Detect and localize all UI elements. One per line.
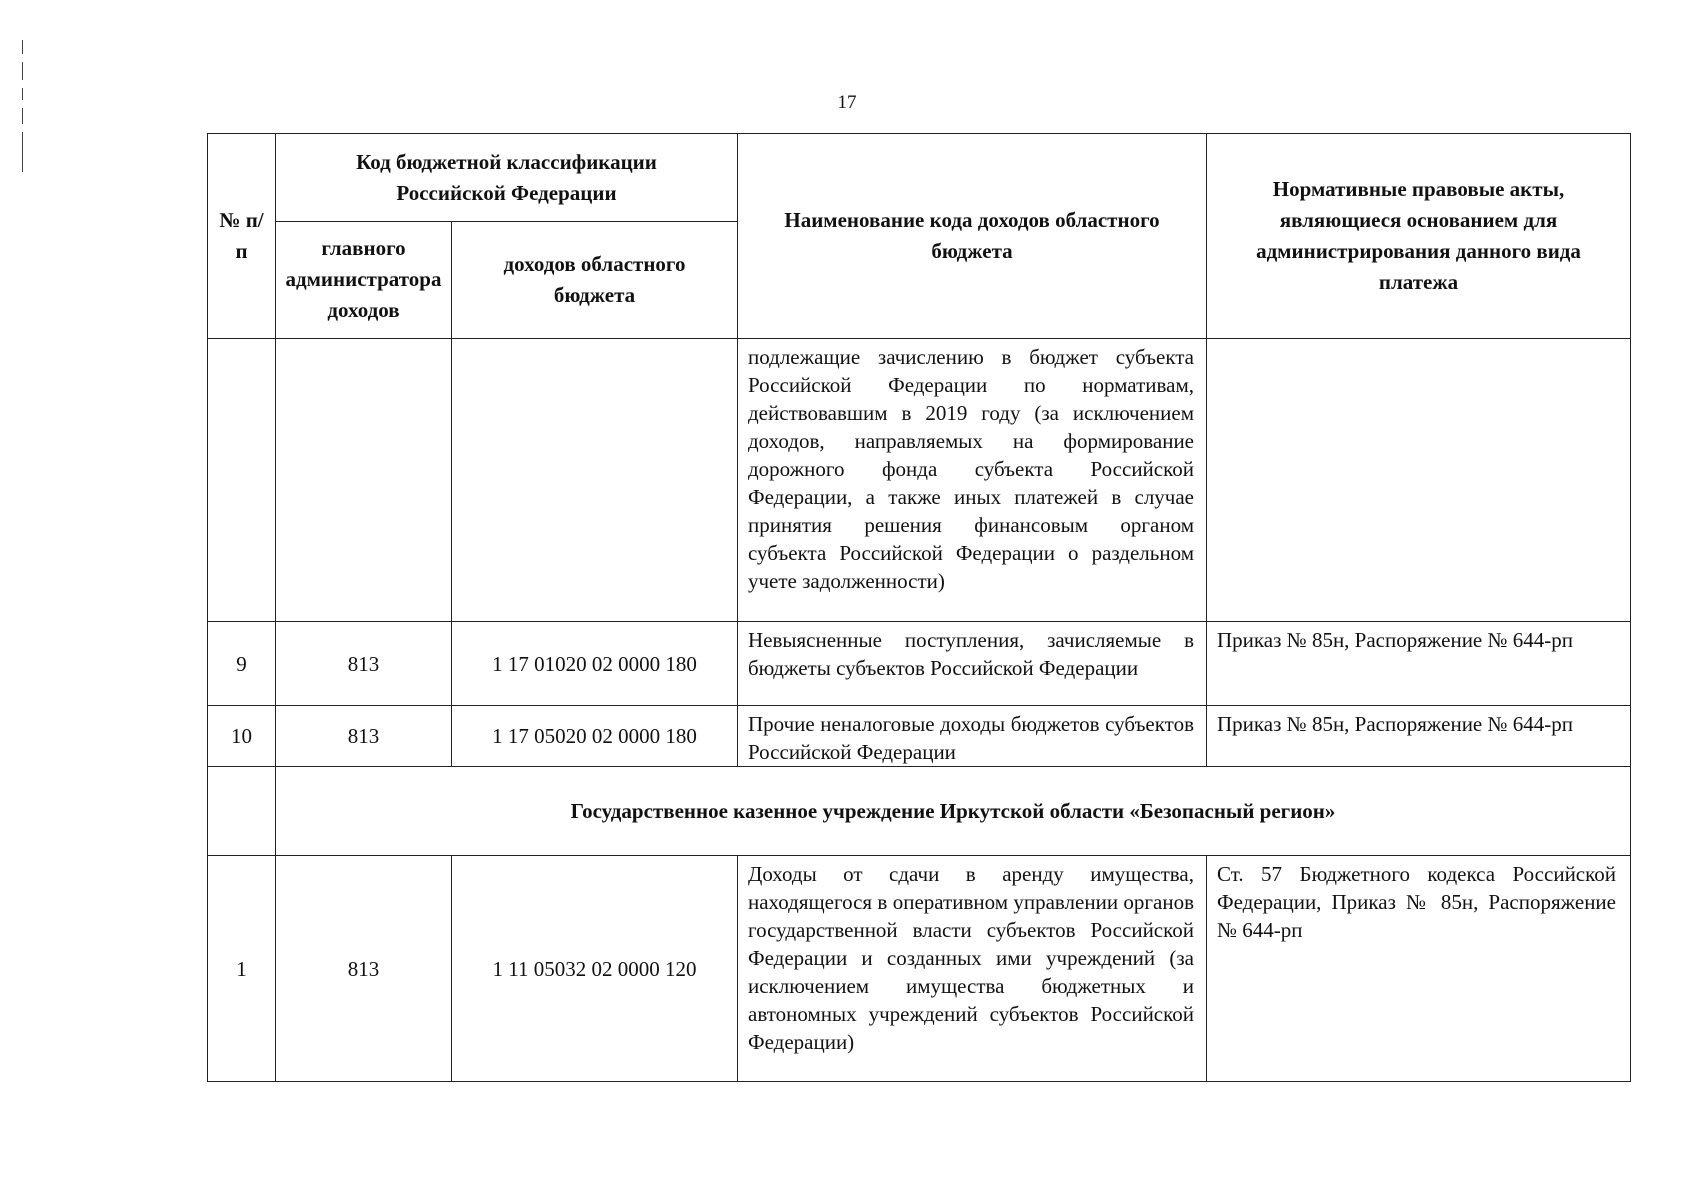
row-num — [208, 339, 276, 622]
row-income-name: подлежащие зачислению в бюджет субъекта Российской Федерации по нормативам, действовавшим в 2019 году (за исключением доходов, направляемых на формирование дорожного фонда субъекта Российской Федерации, а также иных платежей в случае принятия решения финансовым органом субъекта Российской Федерации о раздельном учете задолженности) — [738, 339, 1207, 622]
table-row — [208, 856, 1631, 1082]
page-number: 17 — [837, 92, 857, 113]
row-legal-acts — [1207, 339, 1631, 622]
table-row — [208, 622, 1631, 706]
row-num: 1 — [208, 856, 276, 1082]
table-row — [208, 706, 1631, 767]
row-income-code: 1 17 01020 02 0000 180 — [452, 622, 738, 706]
header-name: Наименование кода доходов областного бюджета — [738, 134, 1207, 339]
row-admin-code: 813 — [276, 856, 452, 1082]
row-admin-code: 813 — [276, 622, 452, 706]
header-num: № п/п — [208, 134, 276, 339]
row-legal-acts: Ст. 57 Бюджетного кодекса Российской Федерации, Приказ № 85н, Распоряжение № 644-рп — [1207, 856, 1631, 1082]
row-num: 10 — [208, 706, 276, 767]
row-admin-code: 813 — [276, 706, 452, 767]
budget-classification-table — [207, 133, 1631, 1082]
row-income-code: 1 11 05032 02 0000 120 — [452, 856, 738, 1082]
table-row — [208, 339, 1631, 622]
row-income-name: Невыясненные поступления, зачисляемые в бюджеты субъектов Российской Федерации — [738, 622, 1207, 706]
header-acts: Нормативные правовые акты, являющиеся основанием для администрирования данного вида платежа — [1207, 134, 1631, 339]
section-num-cell — [208, 767, 276, 856]
section-title: Государственное казенное учреждение Иркутской области «Безопасный регион» — [276, 767, 1631, 856]
row-income-code: 1 17 05020 02 0000 180 — [452, 706, 738, 767]
section-header-row — [208, 767, 1631, 856]
row-legal-acts: Приказ № 85н, Распоряжение № 644-рп — [1207, 706, 1631, 767]
header-code: доходов областного бюджета — [452, 222, 738, 339]
row-num: 9 — [208, 622, 276, 706]
row-income-code — [452, 339, 738, 622]
row-admin-code — [276, 339, 452, 622]
row-income-name: Прочие неналоговые доходы бюджетов субъектов Российской Федерации — [738, 706, 1207, 767]
header-kbk-group: Код бюджетной классификации Российской Федерации — [276, 134, 738, 222]
row-income-name: Доходы от сдачи в аренду имущества, находящегося в оперативном управлении органов государственной власти субъектов Российской Федерации и созданных ими учреждений (за исключением имущества бюджетных и автономных учреждений субъектов Российской Федерации) — [738, 856, 1207, 1082]
header-admin: главного администратора доходов — [276, 222, 452, 339]
scan-margin-marks — [22, 40, 24, 210]
row-legal-acts: Приказ № 85н, Распоряжение № 644-рп — [1207, 622, 1631, 706]
